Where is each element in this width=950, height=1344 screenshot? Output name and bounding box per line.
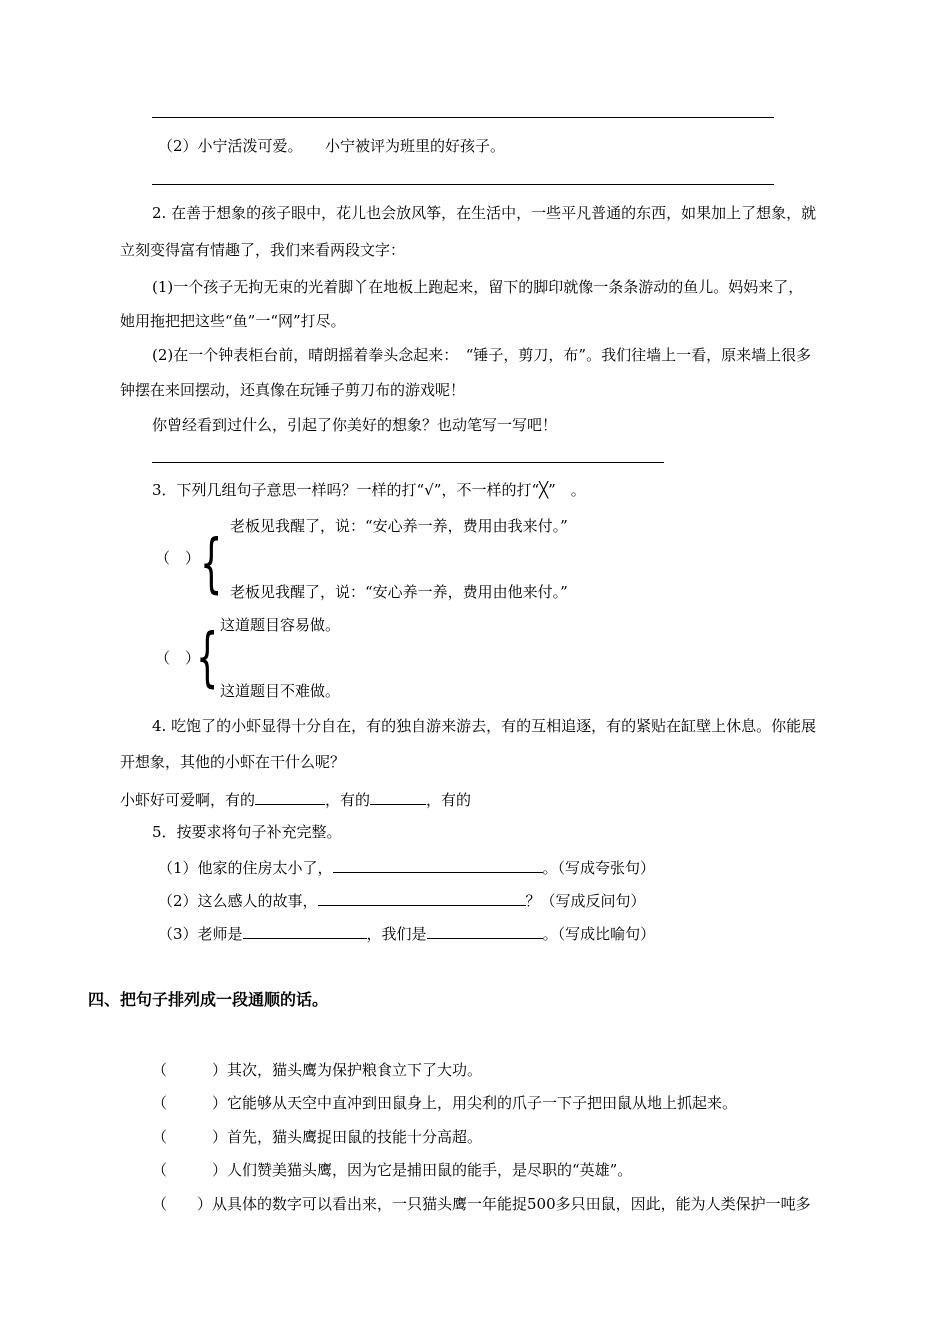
q5-title: 5．按要求将句子补充完整。 (152, 823, 342, 841)
q4-blank-2[interactable] (370, 788, 426, 805)
q2-passage1-line1: (1)一个孩子无拘无束的光着脚丫在地板上跑起来，留下的脚印就像一条条游动的鱼儿。妈妈来了， (152, 278, 804, 296)
section4-item-2: （ ）它能够从天空中直冲到田鼠身上，用尖利的爪子一下子把田鼠从地上抓起来。 (152, 1094, 738, 1112)
q3-group1-paren[interactable]: （ ） (155, 549, 201, 567)
q2-passage2-line2: 钟摆在来回摆动，还真像在玩锤子剪刀布的游戏呢！ (120, 381, 466, 399)
q2-intro-line2: 立刻变得富有情趣了，我们来看两段文字： (120, 241, 406, 259)
brace-icon: { (200, 527, 223, 601)
q2-prompt: 你曾经看到过什么，引起了你美好的想象？也动笔写一写吧！ (152, 416, 558, 434)
q3-title: 3．下列几组句子意思一样吗？一样的打“√”，不一样的打“╳” 。 (152, 481, 586, 499)
q5-i3-post: 。（写成比喻句） (542, 925, 656, 943)
q3-group2-b: 这道题目不难做。 (220, 682, 341, 700)
answer-line-2[interactable] (152, 184, 774, 185)
q5-i1-pre: （1）他家的住房太小了， (158, 859, 333, 877)
q4-part3: ，有的 (426, 791, 472, 809)
q4-line1: 4. 吃饱了的小虾显得十分自在，有的独自游来游去，有的互相追逐，有的紧贴在缸壁上休息。你能展 (152, 717, 817, 735)
section4-item-4: （ ）人们赞美猫头鹰，因为它是捕田鼠的能手，是尽职的“英雄”。 (152, 1161, 633, 1179)
q5-i1-post: 。（写成夸张句） (542, 859, 656, 877)
q5-blank-4[interactable] (427, 922, 543, 939)
q5-blank-2[interactable] (318, 889, 526, 906)
q3-group1-b: 老板见我醒了，说：“安心养一养，费用由他来付。” (230, 583, 568, 601)
q4-fill-line (120, 788, 471, 810)
q2-intro-line1: 2. 在善于想象的孩子眼中，花儿也会放风筝，在生活中，一些平凡普通的东西，如果加上了想象，就 (152, 204, 817, 222)
q5-item-2 (158, 889, 646, 911)
q2-passage1-line2: 她用拖把把这些“鱼”一“网”打尽。 (120, 312, 346, 330)
q4-blank-1[interactable] (255, 788, 325, 805)
q3-group2-a: 这道题目容易做。 (220, 616, 341, 634)
q3-group2-paren[interactable]: （ ） (155, 649, 201, 667)
q5-i3-mid: ，我们是 (366, 925, 427, 943)
q5-i3-pre: （3）老师是 (158, 925, 243, 943)
q4-part2: ，有的 (325, 791, 371, 809)
q5-item-1 (158, 856, 655, 878)
q5-blank-3[interactable] (243, 922, 367, 939)
section4-item-1: （ ）其次，猫头鹰为保护粮食立下了大功。 (152, 1061, 483, 1079)
q3-group1-a: 老板见我醒了，说：“安心养一养，费用由我来付。” (230, 517, 568, 535)
answer-line-1[interactable] (152, 117, 774, 118)
brace-icon: { (196, 621, 219, 695)
q5-blank-1[interactable] (333, 856, 543, 873)
q5-i2-pre: （2）这么感人的故事， (158, 892, 318, 910)
q2-passage2-line1: (2)在一个钟表柜台前，晴朗摇着拳头念起来： “锤子，剪刀，布”。我们往墙上一看，原来墙上很多 (152, 346, 812, 364)
section4-heading: 四、把句子排列成一段通顺的话。 (88, 990, 329, 1009)
q1-item-2: （2）小宁活泼可爱。 小宁被评为班里的好孩子。 (158, 137, 506, 155)
section4-item-3: （ ）首先，猫头鹰捉田鼠的技能十分高超。 (152, 1128, 483, 1146)
q5-item-3 (158, 922, 655, 944)
q4-line2: 开想象，其他的小虾在干什么呢？ (120, 753, 346, 771)
q5-i2-post: ？（写成反问句） (525, 892, 646, 910)
section4-item-5: （ ）从具体的数字可以看出来，一只猫头鹰一年能捉500多只田鼠，因此，能为人类保护一吨多 (152, 1195, 811, 1213)
q4-part1: 小虾好可爱啊，有的 (120, 791, 256, 809)
answer-line-q2[interactable] (152, 462, 664, 463)
